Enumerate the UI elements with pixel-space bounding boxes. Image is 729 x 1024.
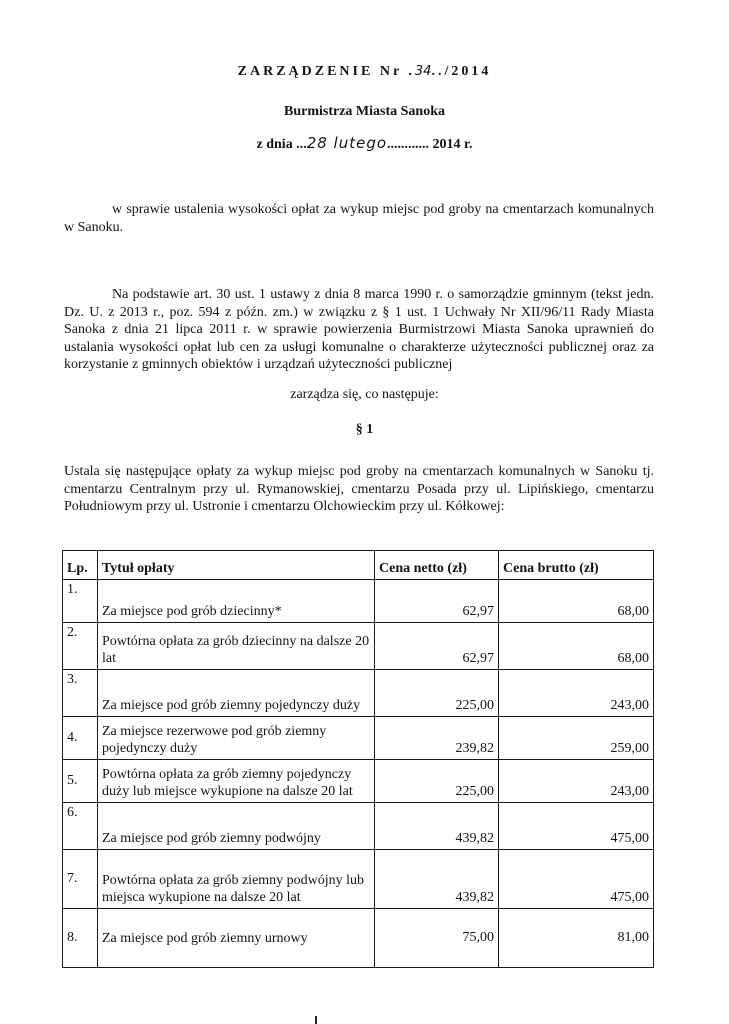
cell-lp: 3. [63, 670, 98, 717]
table-header-row [63, 551, 654, 580]
cell-lp: 7. [63, 850, 98, 909]
date-prefix: z dnia ... [256, 137, 307, 152]
cell-lp: 4. [63, 717, 98, 760]
page-mark [315, 1016, 317, 1024]
cell-net-price: 62,97 [375, 580, 499, 623]
cell-gross-price: 259,00 [499, 717, 654, 760]
cell-gross-price: 475,00 [499, 803, 654, 850]
table-row [63, 670, 654, 717]
decree-line: zarządza się, co następuje: [290, 387, 439, 402]
cell-title: Za miejsce pod grób ziemny pojedynczy duży [98, 670, 375, 717]
cell-lp: 6. [63, 803, 98, 850]
subject-paragraph: w sprawie ustalenia wysokości opłat za wykup miejsc pod groby na cmentarzach komunalnych w Sanoku. [64, 202, 654, 235]
table-row [63, 580, 654, 623]
cell-lp: 2. [63, 623, 98, 670]
section-heading: § 1 [355, 422, 374, 437]
header-lp: Lp. [63, 551, 98, 580]
cell-lp: 1. [63, 580, 98, 623]
cell-title: Powtórna opłata za grób dziecinny na dalsze 20 lat [98, 623, 375, 670]
cell-lp: 8. [63, 909, 98, 968]
header-net-price: Cena netto (zł) [375, 551, 499, 580]
cell-title: Powtórna opłata za grób ziemny podwójny lub miejsca wykupione na dalsze 20 lat [98, 850, 375, 909]
table-row [63, 803, 654, 850]
cell-title: Powtórna opłata za grób ziemny pojedynczy duży lub miejsce wykupione na dalsze 20 lat [98, 760, 375, 803]
cell-title: Za miejsce rezerwowe pod grób ziemny pojedynczy duży [98, 717, 375, 760]
cell-gross-price: 243,00 [499, 760, 654, 803]
legal-basis-paragraph: Na podstawie art. 30 ust. 1 ustawy z dnia 8 marca 1990 r. o samorządzie gminnym (tekst jedn. Dz. U. z 2013 r., poz. 594 z późn. zm.) w związku z § 1 ust. 1 Uchwały Nr XII/96/11 Rady Miasta Sanoka z dnia 21 lipca 2011 r. w sprawie powierzenia Burmistrzowi Miasta Sanoka uprawnień do ustalania wysokości opłat lub cen za usługi komunalne o charakterze użyteczności publicznej oraz za korzystanie z gminnych obiektów i urządzań użyteczności publicznej [64, 287, 654, 372]
fee-table [62, 550, 654, 968]
table-row [63, 760, 654, 803]
table-row [63, 850, 654, 909]
cell-net-price: 439,82 [375, 803, 499, 850]
cell-lp: 5. [63, 760, 98, 803]
handwritten-number: 34 [414, 64, 432, 79]
header-gross-price: Cena brutto (zł) [499, 551, 654, 580]
cell-net-price: 225,00 [375, 760, 499, 803]
cell-gross-price: 68,00 [499, 580, 654, 623]
document-title [0, 64, 729, 80]
cell-gross-price: 81,00 [499, 909, 654, 968]
table-row [63, 623, 654, 670]
table-row [63, 909, 654, 968]
cell-net-price: 75,00 [375, 909, 499, 968]
cell-net-price: 439,82 [375, 850, 499, 909]
title-prefix: ZARZĄDZENIE Nr . [237, 64, 415, 79]
date-suffix: ............ 2014 r. [387, 137, 473, 152]
cell-title: Za miejsce pod grób ziemny podwójny [98, 803, 375, 850]
cell-net-price: 62,97 [375, 623, 499, 670]
cell-gross-price: 243,00 [499, 670, 654, 717]
cell-title: Za miejsce pod grób ziemny urnowy [98, 909, 375, 968]
table-row [63, 717, 654, 760]
document-date [0, 134, 729, 153]
cell-gross-price: 475,00 [499, 850, 654, 909]
handwritten-date: 28 lutego [306, 134, 388, 152]
intro-paragraph: Ustala się następujące opłaty za wykup miejsc pod groby na cmentarzach komunalnych w Sanoku tj. cmentarzu Centralnym przy ul. Rymanowskiej, cmentarzu Posada przy ul. Lipińskiego, cmentarzu Południowym przy ul. Ustronie i cmentarzu Olchowieckim przy ul. Kółkowej: [64, 464, 654, 514]
cell-net-price: 225,00 [375, 670, 499, 717]
cell-title: Za miejsce pod grób dziecinny* [98, 580, 375, 623]
title-suffix: ../2014 [431, 64, 492, 79]
cell-gross-price: 68,00 [499, 623, 654, 670]
document-subtitle: Burmistrza Miasta Sanoka [284, 104, 445, 119]
cell-net-price: 239,82 [375, 717, 499, 760]
header-title: Tytuł opłaty [98, 551, 375, 580]
